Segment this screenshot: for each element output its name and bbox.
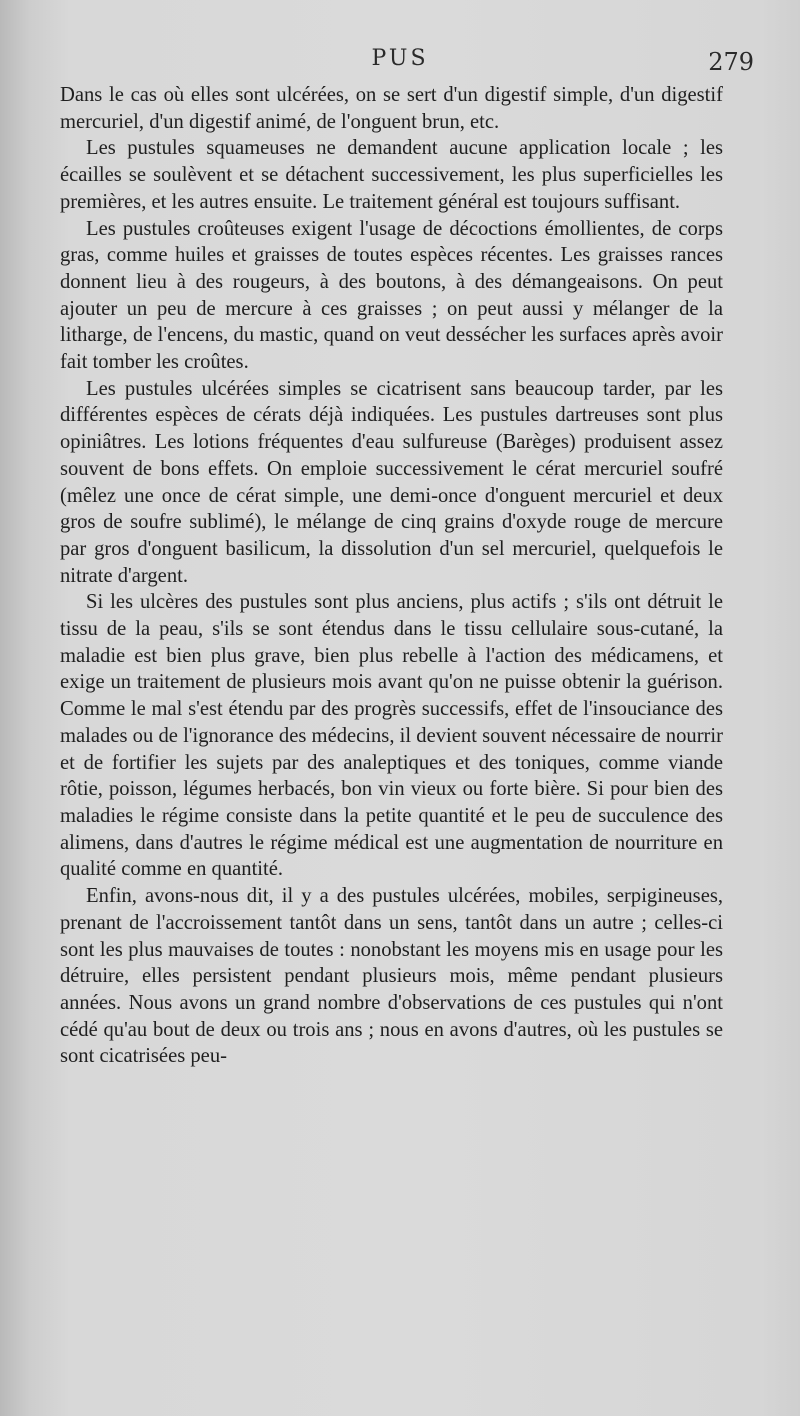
- running-title: PUS: [371, 46, 429, 71]
- paragraph: Les pustules ulcérées simples se cicatrisent sans beaucoup tarder, par les différentes espèces de cérats déjà indiquées. Les pustules dartreuses sont plus opiniâtres. Les lotions fréquentes d'eau sulfureuse (Barèges) produisent assez souvent de bons effets. On emploie successivement le cérat mercuriel soufré (mêlez une once de cérat simple, une demi-once d'onguent mercuriel et deux gros de soufre sublimé), le mélange de cinq grains d'oxyde rouge de mercure par gros d'onguent basilicum, la dissolution d'un sel mercuriel, quelquefois le nitrate d'argent.: [60, 377, 723, 587]
- paragraph: Les pustules croûteuses exigent l'usage de décoctions émollientes, de corps gras, comme huiles et graisses de toutes espèces récentes. Les graisses rances donnent lieu à des rougeurs, à des boutons, à des démangeaisons. On peut ajouter un peu de mercure à ces graisses ; on peut aussi y mélanger de la litharge, de l'encens, du mastic, quand on veut dessécher les surfaces après avoir fait tomber les croûtes.: [60, 217, 723, 374]
- body-text: [60, 82, 723, 1070]
- running-head: [60, 46, 754, 86]
- paragraph: Si les ulcères des pustules sont plus anciens, plus actifs ; s'ils ont détruit le tissu de la peau, s'ils se sont étendus dans le tissu cellulaire sous-cutané, la maladie est bien plus grave, bien plus rebelle à l'action des médicamens, et exige un traitement de plusieurs mois avant qu'on ne puisse obtenir la guérison. Comme le mal s'est étendu par des progrès successifs, effet de l'insouciance des malades ou de l'ignorance des médecins, il devient souvent nécessaire de nourrir et de fortifier les sujets par des analeptiques et des toniques, comme viande rôtie, poisson, légumes herbacés, bon vin vieux ou forte bière. Si pour bien des maladies le régime consiste dans la petite quantité et le peu de succulence des alimens, dans d'autres le régime médical est une augmentation de nourriture en qualité comme en quantité.: [60, 591, 723, 881]
- paragraph: Enfin, avons-nous dit, il y a des pustules ulcérées, mobiles, serpigineuses, prenant de l'accroissement tantôt dans un sens, tantôt dans un autre ; celles-ci sont les plus mauvaises de toutes : nonobstant les moyens mis en usage pour les détruire, elles persistent pendant plusieurs mois, même pendant plusieurs années. Nous avons un grand nombre d'observations de ces pustules qui n'ont cédé qu'au bout de deux ou trois ans ; nous en avons d'autres, où les pustules se sont cicatrisées peu-: [60, 885, 723, 1068]
- page-number: 279: [708, 48, 754, 76]
- paragraph: Dans le cas où elles sont ulcérées, on se sert d'un digestif simple, d'un digestif mercuriel, d'un digestif animé, de l'onguent brun, etc.: [60, 84, 723, 133]
- paragraph: Les pustules squameuses ne demandent aucune application locale ; les écailles se soulèvent et se détachent successivement, les plus superficielles les premières, et les autres ensuite. Le traitement général est toujours suffisant.: [60, 137, 723, 213]
